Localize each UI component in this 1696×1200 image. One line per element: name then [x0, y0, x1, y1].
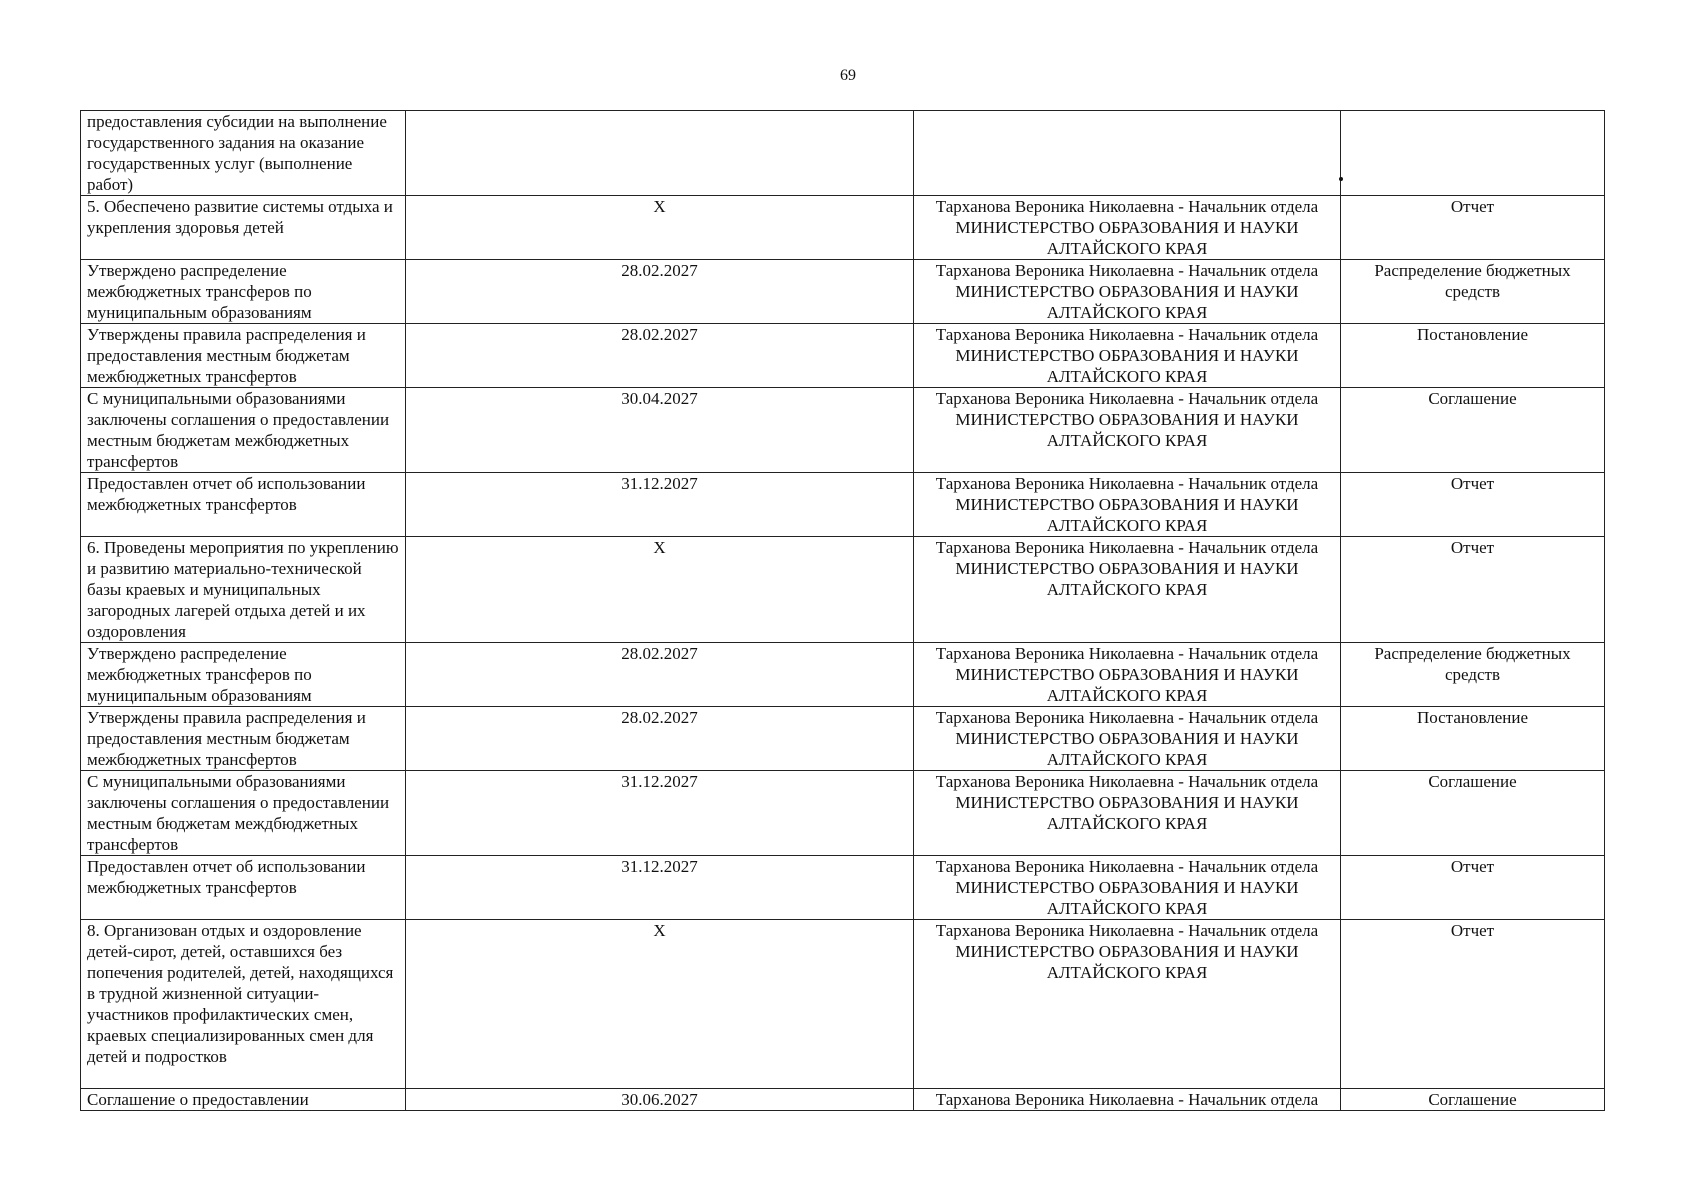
- date-cell: [406, 537, 914, 643]
- table-row: [81, 771, 1605, 856]
- document-type-cell: [1341, 537, 1605, 643]
- event-name: Утверждены правила распределения и предоставления местным бюджетам межбюджетных трансфертов: [87, 708, 366, 769]
- event-name: предоставления субсидии на выполнение государственного задания на оказание государственных услуг (выполнение работ): [87, 112, 387, 194]
- responsible-person: Тарханова Вероника Николаевна - Начальник отдела: [935, 857, 1319, 876]
- responsible-cell: [914, 1089, 1341, 1111]
- responsible-org: МИНИСТЕРСТВО ОБРАЗОВАНИЯ И НАУКИ: [955, 729, 1299, 748]
- responsible-org-region: АЛТАЙСКОГО КРАЯ: [1046, 367, 1208, 386]
- table-row: [81, 920, 1605, 1089]
- date-cell: [406, 707, 914, 771]
- event-name: Утверждены правила распределения и предоставления местным бюджетам межбюджетных трансфертов: [87, 325, 366, 386]
- responsible-person: Тарханова Вероника Николаевна - Начальник отдела: [935, 538, 1319, 557]
- table-row: [81, 473, 1605, 537]
- event-name-cell: [81, 643, 406, 707]
- document-type-cell: [1341, 771, 1605, 856]
- document-type: Отчет: [1450, 197, 1495, 216]
- event-name: Утверждено распределение межбюджетных трансферов по муниципальным образованиям: [87, 261, 312, 322]
- event-name-cell: [81, 537, 406, 643]
- date-value: 28.02.2027: [621, 708, 698, 727]
- responsible-person: Тарханова Вероника Николаевна - Начальник отдела: [935, 921, 1319, 940]
- scan-dot-mark: [1339, 177, 1343, 181]
- table-row: [81, 196, 1605, 260]
- event-name-cell: [81, 111, 406, 196]
- responsible-org-region: АЛТАЙСКОГО КРАЯ: [1046, 303, 1208, 322]
- table-row: [81, 260, 1605, 324]
- responsible-cell: [914, 537, 1341, 643]
- document-type-cell: [1341, 856, 1605, 920]
- table-row: [81, 856, 1605, 920]
- table-row: [81, 537, 1605, 643]
- responsible-org-region: АЛТАЙСКОГО КРАЯ: [1046, 814, 1208, 833]
- date-value: 28.02.2027: [621, 261, 698, 280]
- date-value: X: [653, 538, 666, 557]
- date-cell: [406, 388, 914, 473]
- responsible-cell: [914, 111, 1341, 196]
- date-cell: [406, 111, 914, 196]
- event-name-cell: [81, 324, 406, 388]
- responsible-org-region: АЛТАЙСКОГО КРАЯ: [1046, 239, 1208, 258]
- event-name: Предоставлен отчет об использовании межбюджетных трансфертов: [87, 474, 366, 514]
- responsible-org-region: АЛТАЙСКОГО КРАЯ: [1046, 686, 1208, 705]
- document-type: Соглашение: [1428, 1090, 1517, 1109]
- responsible-cell: [914, 707, 1341, 771]
- table-row: [81, 111, 1605, 196]
- date-cell: [406, 856, 914, 920]
- event-name: Предоставлен отчет об использовании межбюджетных трансфертов: [87, 857, 366, 897]
- responsible-person: Тарханова Вероника Николаевна - Начальник отдела: [935, 325, 1319, 344]
- event-name: 8. Организован отдых и оздоровление детей-сирот, детей, оставшихся без попечения родителей, детей, находящихся в трудной жизненной ситуации-участников профилактических смен, краевых специализированных смен для детей и подростков: [87, 921, 394, 1066]
- date-cell: [406, 473, 914, 537]
- responsible-cell: [914, 196, 1341, 260]
- responsible-cell: [914, 324, 1341, 388]
- date-value: 28.02.2027: [621, 644, 698, 663]
- document-type-cell: [1341, 196, 1605, 260]
- date-value: X: [653, 197, 666, 216]
- document-type: Отчет: [1450, 921, 1495, 940]
- event-name-cell: [81, 707, 406, 771]
- document-type-cell: [1341, 260, 1605, 324]
- responsible-org: МИНИСТЕРСТВО ОБРАЗОВАНИЯ И НАУКИ: [955, 942, 1299, 961]
- responsible-person: Тарханова Вероника Николаевна - Начальник отдела: [935, 474, 1319, 493]
- responsible-org: МИНИСТЕРСТВО ОБРАЗОВАНИЯ И НАУКИ: [955, 282, 1299, 301]
- date-cell: [406, 260, 914, 324]
- responsible-cell: [914, 856, 1341, 920]
- document-type: Постановление: [1416, 325, 1529, 344]
- document-type-cell: [1341, 707, 1605, 771]
- responsible-org-region: АЛТАЙСКОГО КРАЯ: [1046, 963, 1208, 982]
- document-type-cell: [1341, 643, 1605, 707]
- responsible-org: МИНИСТЕРСТВО ОБРАЗОВАНИЯ И НАУКИ: [955, 559, 1299, 578]
- responsible-cell: [914, 771, 1341, 856]
- date-value: X: [653, 921, 666, 940]
- responsible-person: Тарханова Вероника Николаевна - Начальник отдела: [935, 772, 1319, 791]
- document-type: Постановление: [1416, 708, 1529, 727]
- date-value: 31.12.2027: [621, 857, 698, 876]
- document-type-cell: [1341, 324, 1605, 388]
- page-number: 69: [840, 67, 856, 84]
- responsible-org-region: АЛТАЙСКОГО КРАЯ: [1046, 580, 1208, 599]
- table-row: [81, 1089, 1605, 1111]
- document-type: Распределение бюджетных средств: [1374, 261, 1571, 301]
- document-type: Отчет: [1450, 538, 1495, 557]
- responsible-person: Тарханова Вероника Николаевна - Начальник отдела: [935, 389, 1319, 408]
- date-value: 28.02.2027: [621, 325, 698, 344]
- document-type: Соглашение: [1428, 389, 1517, 408]
- responsible-org: МИНИСТЕРСТВО ОБРАЗОВАНИЯ И НАУКИ: [955, 346, 1299, 365]
- document-type-cell: [1341, 473, 1605, 537]
- event-name-cell: [81, 388, 406, 473]
- date-cell: [406, 196, 914, 260]
- event-name: С муниципальными образованиями заключены соглашения о предоставлении местным бюджетам междбюджетных трансфертов: [87, 772, 390, 854]
- event-name-cell: [81, 920, 406, 1089]
- date-cell: [406, 771, 914, 856]
- table-row: [81, 707, 1605, 771]
- responsible-cell: [914, 920, 1341, 1089]
- responsible-cell: [914, 643, 1341, 707]
- responsible-org: МИНИСТЕРСТВО ОБРАЗОВАНИЯ И НАУКИ: [955, 665, 1299, 684]
- date-value: 31.12.2027: [621, 772, 698, 791]
- date-cell: [406, 643, 914, 707]
- responsible-org-region: АЛТАЙСКОГО КРАЯ: [1046, 899, 1208, 918]
- responsible-org: МИНИСТЕРСТВО ОБРАЗОВАНИЯ И НАУКИ: [955, 410, 1299, 429]
- document-type-cell: [1341, 1089, 1605, 1111]
- document-type: Соглашение: [1428, 772, 1517, 791]
- plan-table-body: [81, 111, 1605, 1111]
- document-type-cell: [1341, 920, 1605, 1089]
- responsible-org: МИНИСТЕРСТВО ОБРАЗОВАНИЯ И НАУКИ: [955, 793, 1299, 812]
- table-row: [81, 324, 1605, 388]
- responsible-org: МИНИСТЕРСТВО ОБРАЗОВАНИЯ И НАУКИ: [955, 218, 1299, 237]
- date-value: 31.12.2027: [621, 474, 698, 493]
- responsible-person: Тарханова Вероника Николаевна - Начальник отдела: [935, 644, 1319, 663]
- event-name: С муниципальными образованиями заключены соглашения о предоставлении местным бюджетам межбюджетных трансфертов: [87, 389, 390, 471]
- document-type: Распределение бюджетных средств: [1374, 644, 1571, 684]
- table-row: [81, 388, 1605, 473]
- document-type-cell: [1341, 388, 1605, 473]
- date-cell: [406, 920, 914, 1089]
- responsible-org-region: АЛТАЙСКОГО КРАЯ: [1046, 516, 1208, 535]
- event-name: Утверждено распределение межбюджетных трансферов по муниципальным образованиям: [87, 644, 312, 705]
- document-type: Отчет: [1450, 857, 1495, 876]
- date-value: 30.06.2027: [621, 1090, 698, 1109]
- event-name: Соглашение о предоставлении: [87, 1090, 309, 1109]
- responsible-org-region: АЛТАЙСКОГО КРАЯ: [1046, 431, 1208, 450]
- responsible-cell: [914, 473, 1341, 537]
- event-name-cell: [81, 260, 406, 324]
- responsible-cell: [914, 388, 1341, 473]
- responsible-person: Тарханова Вероника Николаевна - Начальник отдела: [935, 197, 1319, 216]
- date-cell: [406, 324, 914, 388]
- responsible-person: Тарханова Вероника Николаевна - Начальник отдела: [935, 1090, 1319, 1109]
- document-type: Отчет: [1450, 474, 1495, 493]
- event-name-cell: [81, 1089, 406, 1111]
- date-cell: [406, 1089, 914, 1111]
- event-name-cell: [81, 473, 406, 537]
- table-row: [81, 643, 1605, 707]
- document-type-cell: [1341, 111, 1605, 196]
- plan-table: [80, 110, 1605, 1111]
- responsible-cell: [914, 260, 1341, 324]
- date-value: 30.04.2027: [621, 389, 698, 408]
- event-name-cell: [81, 196, 406, 260]
- responsible-person: Тарханова Вероника Николаевна - Начальник отдела: [935, 708, 1319, 727]
- event-name-cell: [81, 856, 406, 920]
- responsible-org: МИНИСТЕРСТВО ОБРАЗОВАНИЯ И НАУКИ: [955, 495, 1299, 514]
- responsible-org-region: АЛТАЙСКОГО КРАЯ: [1046, 750, 1208, 769]
- responsible-person: Тарханова Вероника Николаевна - Начальник отдела: [935, 261, 1319, 280]
- event-name-cell: [81, 771, 406, 856]
- responsible-org: МИНИСТЕРСТВО ОБРАЗОВАНИЯ И НАУКИ: [955, 878, 1299, 897]
- event-name: 6. Проведены мероприятия по укреплению и развитию материально-технической базы краевых и муниципальных загородных лагерей отдыха детей и их оздоровления: [87, 538, 399, 641]
- event-name: 5. Обеспечено развитие системы отдыха и укрепления здоровья детей: [87, 197, 393, 237]
